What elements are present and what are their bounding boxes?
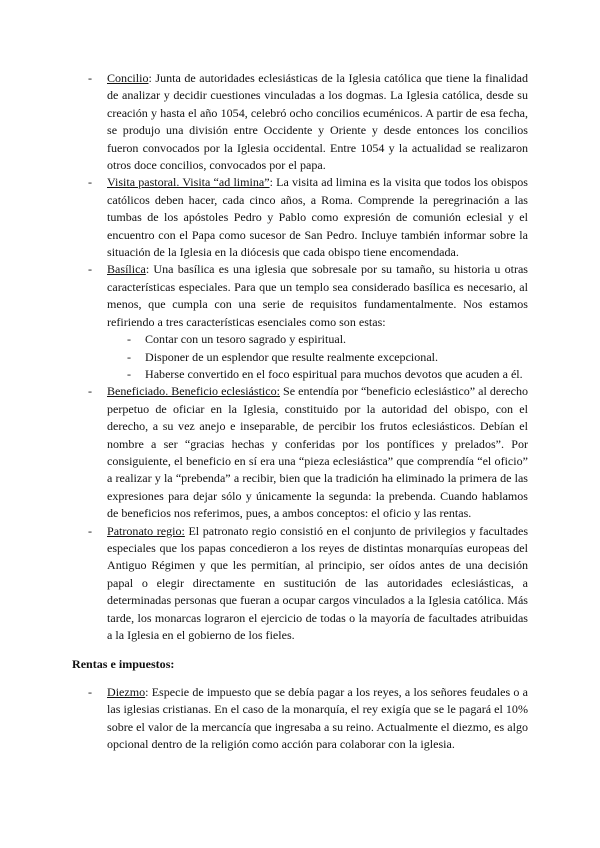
definition-text: : Especie de impuesto que se debía pagar a los reyes, a los señores feudales o a las iglesias cristianas. En el caso de la monarquía, el rey exigía que se le pagará el 10% sobre el valor de la mercancía que ingresaba a su reino. Actualmente el diezmo, es algo opcional dentro de la religión como acción para colaborar con la iglesia.: [107, 685, 528, 752]
definition-text: : Junta de autoridades eclesiásticas de la Iglesia católica que tiene la finalidad de analizar y decidir cuestiones vinculadas a los dogmas. La Iglesia católica, desde su creación y hasta el año 1054, celebró ocho concilios ecuménicos. A partir de esa fecha, se produjo una división entre Occidente y Oriente y desde entonces los concilios fueron convocados por la Iglesia occidental. Entre 1054 y la actualidad se realizaron otros doce concilios, convocados por el papa.: [107, 71, 528, 173]
term-visita-pastoral: Visita pastoral. Visita “ad limina”: [107, 175, 270, 190]
definition-diezmo: [88, 684, 528, 754]
definition-text: Se entendía por “beneficio eclesiástico” al derecho perpetuo de oficiar en la Iglesia, constituido por la autoridad del obispo, con el derecho, a su vez anejo e inseparable, de percibir los frutos eclesiásticos. Debían el nombre a ser “gracias hechas y conferidas por los pontífices y prelados”. Por consiguiente, el beneficio en sí era una “pieza eclesiástica” que comprendía “el oficio” a realizar y la “prebenda” a recibir, bien que la tradición ha eliminado la primera de las expresiones para dejar sólo y únicamente la segunda: la prebenda. Cuando hablamos de beneficios nos referimos, pues, a ambos conceptos: el oficio y las rentas.: [107, 384, 528, 521]
bullet-dash: -: [88, 384, 93, 399]
bullet-dash: -: [127, 366, 132, 381]
term-basilica: Basílica: [107, 262, 146, 277]
taxes-list: [88, 684, 528, 754]
definition-patronato-regio: [88, 523, 528, 645]
bullet-dash: -: [88, 523, 93, 538]
definition-text: : La visita ad limina es la visita que todos los obispos católicos deben hacer, cada cinco años, a Roma. Comprende la peregrinación a las tumbas de los apóstoles Pedro y Pablo como expresión de comunión eclesial y el encuentro con el Papa como sucesor de San Pedro. Incluye también informar sobre la situación de la Iglesia en la diócesis que cada obispo tiene encomendada.: [107, 175, 528, 260]
bullet-dash: -: [88, 71, 93, 85]
bullet-dash: -: [88, 685, 93, 699]
term-beneficiado: Beneficiado. Beneficio eclesiástico:: [107, 384, 280, 399]
definition-text: El patronato regio consistió en el conjunto de privilegios y facultades especiales que los papas concedieron a los reyes de distintas monarquías europeas del Antiguo Régimen y que les permitían, al principio, ser oídos antes de una decisión papal o elegir directamente en sustitución de las autoridades eclesiásticas, a determinadas personas que fueran a ocupar cargos vinculados a la Iglesia católica. Más tarde, los monarcas lograron el ejercicio de todas o la mayoría de facultades atribuidas a la Iglesia en el gobierno de los fieles.: [107, 523, 529, 642]
definitions-list: [88, 70, 528, 644]
basilica-characteristics-list: [107, 331, 528, 383]
bullet-dash: -: [88, 175, 93, 190]
definition-concilio: [88, 70, 528, 174]
bullet-dash: -: [88, 262, 93, 277]
definition-visita-pastoral: [88, 174, 528, 261]
list-item: - Haberse convertido en el foco espiritual para muchos devotos que acuden a él.: [127, 366, 528, 383]
bullet-dash: -: [127, 332, 132, 347]
definition-basilica: [88, 261, 528, 383]
list-item: - Contar con un tesoro sagrado y espiritual.: [127, 331, 528, 348]
section-heading: Rentas e impuestos:: [72, 657, 175, 671]
definition-text: : Una basílica es una iglesia que sobresale por su tamaño, su historia u otras características especiales. Para que un templo sea considerado basílica es necesario, al menos, que cumpla con una serie de requisitos fundamentalmente. Nos estamos refiriendo a tres características esenciales como son estas:: [107, 262, 528, 329]
term-diezmo: Diezmo: [107, 685, 146, 699]
term-patronato-regio: Patronato regio:: [107, 523, 185, 538]
list-item: - Disponer de un esplendor que resulte realmente excepcional.: [127, 349, 528, 366]
definition-beneficiado: [88, 383, 528, 522]
bullet-dash: -: [127, 349, 132, 364]
term-concilio: Concilio: [107, 71, 149, 85]
